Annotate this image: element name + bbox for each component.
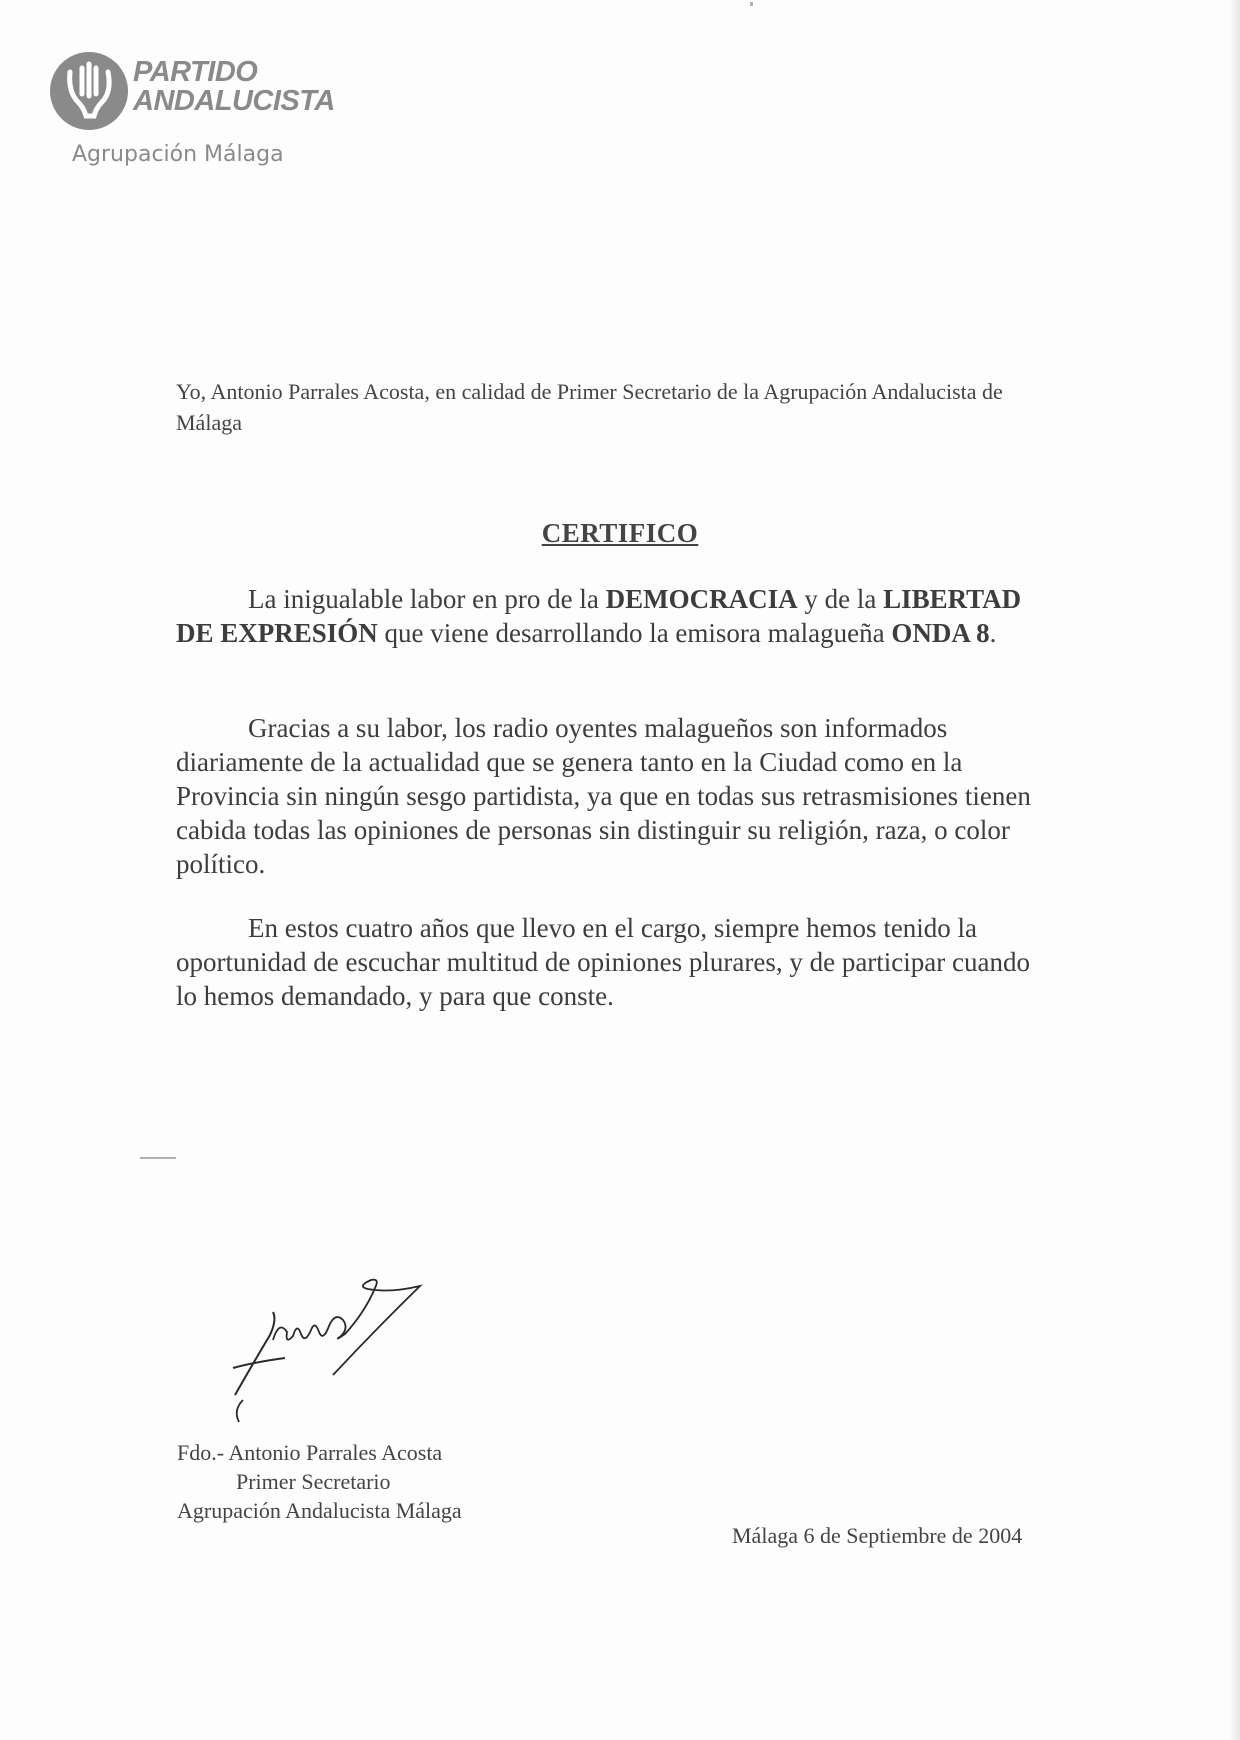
handwritten-signature [225,1250,465,1430]
scan-mark [140,1157,176,1159]
scan-edge [1230,0,1240,1740]
p1-text-1: La inigualable labor en pro de la [248,584,606,614]
p1-text-3: que viene desarrollando la emisora malagueña [377,618,892,648]
party-name-line2: ANDALUCISTA [133,85,335,117]
signoff-title: Primer Secretario [236,1469,391,1494]
p3-text: En estos cuatro años que llevo en el cargo, siempre hemos tenido la oportunidad de escuchar multitud de opiniones plurares, y de participar cuando lo hemos demandado, y para que conste. [176,913,1030,1011]
p1-text-2: y de la [797,584,884,614]
party-name-line1: PARTIDO [133,56,258,88]
signoff-block [177,1438,577,1525]
signoff-organization: Agrupación Andalucista Málaga [177,1498,462,1523]
p1-bold-democracia: DEMOCRACIA [605,584,798,614]
paragraph-3 [176,911,1046,1013]
party-emblem-icon [48,50,130,132]
p2-text: Gracias a su labor, los radio oyentes malagueños son informados diariamente de la actualidad que se genera tanto en la Ciudad como en la Provincia sin ningún sesgo partidista, ya que en todas sus retrasmisiones tienen cabida todas las opiniones de personas sin distinguir su religión, raza, o color político. [176,713,1031,879]
document-date: Málaga 6 de Septiembre de 2004 [732,1523,1023,1548]
party-name [133,58,335,116]
p1-text-4: . [989,618,997,648]
party-logo [48,50,348,170]
signoff-name: Fdo.- Antonio Parrales Acosta [177,1440,443,1465]
paragraph-1 [176,582,1046,650]
scan-mark [750,2,753,6]
p1-bold-libertad: LIBERTAD DE EXPRESIÓN [176,584,1022,648]
document-heading: CERTIFICO [541,518,699,548]
intro-text: Yo, Antonio Parrales Acosta, en calidad de Primer Secretario de la Agrupación Andalucista de Málaga [176,379,1003,435]
paragraph-2 [176,711,1046,881]
party-group: Agrupación Málaga [72,142,284,167]
p1-bold-onda8: ONDA 8 [891,618,990,648]
